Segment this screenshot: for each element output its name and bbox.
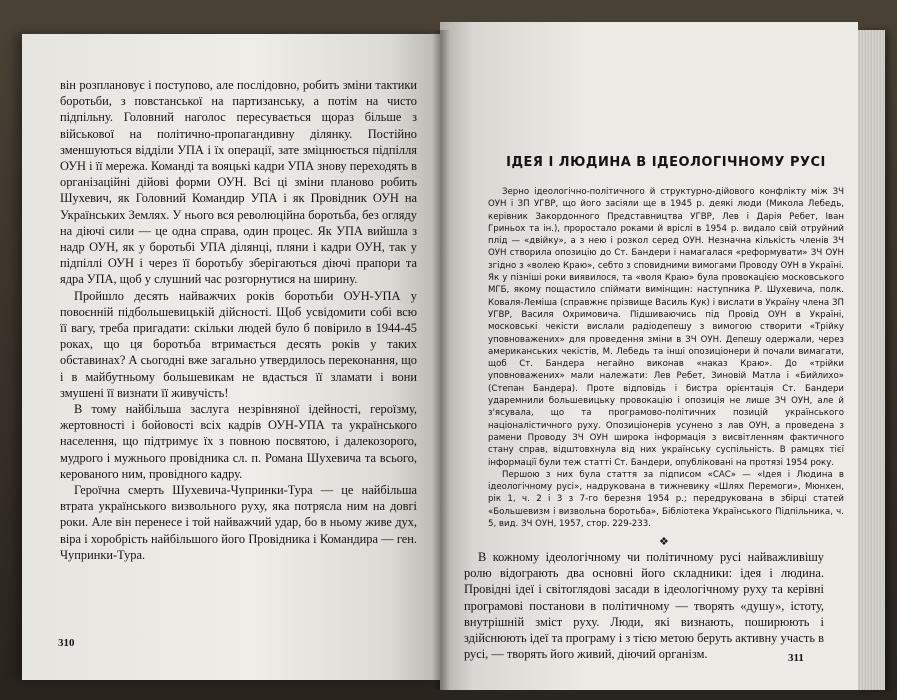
left-page-text <box>60 77 417 563</box>
left-paragraph-1: він розплановує і поступово, але послідовно, робить зміни тактики боротьби, з повстанської на партизанську, а потім на чисто підпільну. Головний наголос пересувається щораз більше з військової на політично-пропагандивну ділянку. Постійно зменшуються відділи УПА і їх операції, зате зміцнюється підпілля ОУН і її мережа. Команді та вояцькі кадри УПА знову переходять в організаційні дійові форми ОУН. Всі ці зміни планово робить Шухевич, як Головний Командир УПА і як Провідник ОУН на Українських Землях. У нього вся революційна боротьба, без огляду на діючі сили — це одна справа, один процес. Як УПА вийшла з надр ОУН, як у боротьбі УПА ділянці, пляни і кадри ОУН, так у підпіллі ОУН і через її боротьбу зберігаються діючі прапори та ядра УПА, щоб у слушний час розгорнутися на ширину. <box>60 78 417 287</box>
body-paragraph-1: В кожному ідеологічному чи політичному русі найважливішу ролю відограють два основні його складники: ідея і людина. Провідні ідеї і світоглядові засади в ідеологічному руху та керівні програмові постанови в політичному — творять «душу», істоту, внутрішній зміст руху. Люди, які визнають, поширюють і здійснюють ідеї та програму і з тією метою беруть активну участь в русі, — творять його живий, діючий організм. <box>464 550 824 662</box>
editorial-preface <box>488 186 844 530</box>
left-page-number: 310 <box>58 637 75 649</box>
preface-paragraph-1: Зерно ідеологічно-політичного й структурно-дійового конфлікту між ЗЧ ОУН і ЗП УГВР, що його засіяли ще в 1945 р. деякі люди (Микола Лебедь, керівник Закордонного Представництва УГВР, Лев і Дарія Ребет, Іван Гриньох та ін.), проростало роками й вріслі в 1954 р. видало свій отруйний плід — «двійку», а з нею і розкол серед ОУН. Незначна кількість членів ЗЧ ОУН створила опозицію до Ст. Бандери і намагалася «реформувати» ЗЧ ОУН згідно з «волею Краю», себто з сповидними вимогами Проводу ОУН в Україні. Як у пізніші роки виявилося, та «воля Краю» була провокацією московського МГБ, якому пощастило спіймати вимінщин: наступника Р. Шухевича, полк. Коваля-Леміша (справжнє прізвище Василь Кук) і вислати в Україну члена ЗП УГВР, Василя Охримовича. Підшиваючись під Провід ОУН в Україні, московські чекісти вислали радіодепешу з вимогою створити «Трійку уповноважених» для проведення зміни в ЗЧ ОУН. Депешу одержали, через американських чекістів, М. Лебедь та інші опозиціонери й почали вимагати, щоб Ст. Бандера негайно виконав «наказ Краю». До «трійки уповноважених» мали належати: Лев Ребет, Зиновій Матла і «Бийлихо» (Степан Бандера). Проте відповідь і бистра орієнтація Ст. Бандери ударемнили большевицьку провокацію і опозиція не лише ЗЧ ОУН, але й з'ясувала, що та програмово-політичних позицій українського націоналістичного руху. Опозиціонерів усунено з лав ОУН, а проведена з рамени Проводу ЗЧ ОУН широка інформація з висвітленням фактичного стану справ, відштовхнула від них українську суспільність. В рамцях тієї інформації були теж статті Ст. Бандери, опубліковані на протязі 1954 року. <box>488 187 844 468</box>
left-paragraph-2: Пройшло десять найважчих років боротьби ОУН-УПА у повоєнній підбольшевицькій дійсності. Щоб усвідомити собі всю її вагу, треба пригадати: скільки людей було б повірило в 1944-45 роках, що ця боротьба втримається десять років у таких обставинах? А сьогодні вже загально утвердилось переконання, що і в майбутньому большевикам не вдасться її зламати і вони змушені її визнати її живучість! <box>60 288 417 400</box>
right-page <box>440 22 858 690</box>
right-page-number: 311 <box>788 652 804 664</box>
article-body <box>464 549 824 662</box>
left-paragraph-3: В тому найбільша заслуга незрівняної ідейності, героїзму, жертовності і бойовості всіх кадрів ОУН-УПА та українського населення, що підтримує їх з повною посвятою, і далекозорого, мудрого і мужнього провідника сл. п. Романа Шухевича та всього, керованого ним, провідного кадру. <box>60 402 417 481</box>
book-gutter <box>432 30 450 690</box>
left-paragraph-4: Героїчна смерть Шухевича-Чупринки-Тура — це найбільша втрата українського визвольного руху, яка потрясла ним на довгі роки. Але він перенесе і той найважчий удар, бо в ньому живе дух, віра і хоробрість найбільшого його Провідника і Командира — ген. Чупринки-Тура. <box>60 483 417 562</box>
page-edges <box>857 30 885 690</box>
left-page <box>22 34 440 680</box>
article-title: ІДЕЯ І ЛЮДИНА В ІДЕОЛОГІЧНОМУ РУСІ <box>506 155 826 170</box>
section-ornament: ❖ <box>659 535 669 548</box>
preface-paragraph-2: Першою з них була стаття за підписом «САС» — «Ідея і Людина в ідеологічному русі», надрукована в тижневику «Шлях Перемоги», Мюнхен, рік 1, ч. 2 і 3 з 7-го березня 1954 р.; передрукована в збірці статей «Большевизм і визвольна боротьба», Бібліотека Українського Підпільника, ч. 5, вид. ЗЧ ОУН, 1957, стор. 229-233. <box>488 469 844 530</box>
